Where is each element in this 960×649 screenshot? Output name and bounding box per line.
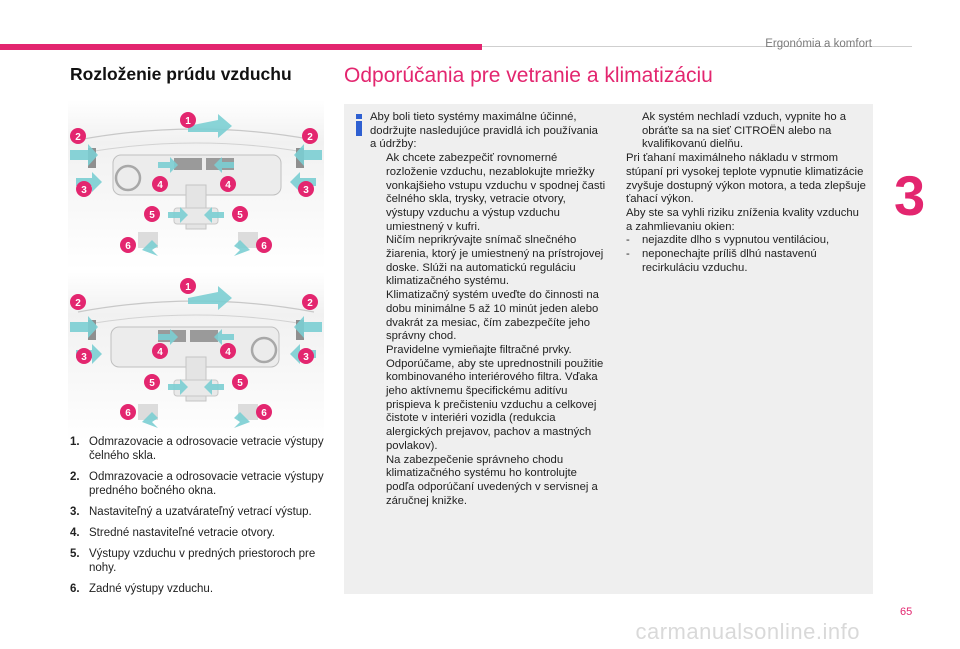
marker-5-right: 5 [237, 378, 243, 389]
list-item: - nejazdite dlho s vypnutou ventiláciou, [626, 234, 830, 247]
list-item: Klimatizačný systém uveďte do činnosti na dobu minimálne 5 až 10 minút jeden alebo dvakrát za mesiac, čím zabezpečíte jeho správny chod. [370, 289, 606, 344]
chapter-title: Ergonómia a komfort [765, 38, 872, 50]
marker-3-left: 3 [81, 352, 87, 363]
checkbox-bullet-icon [370, 289, 386, 344]
intro-text: Aby boli tieto systémy maximálne účinné, dodržujte nasledujúce pravidlá ich používania a údržby: [370, 111, 598, 151]
legend-item [70, 547, 330, 575]
marker-6-left: 6 [125, 241, 131, 252]
checkbox-bullet-icon [370, 454, 386, 509]
towing-paragraph: Pri ťahaní maximálneho nákladu v strmom stúpaní pri vysokej teplote vypnutie klimatizácie zvyšuje dostupný výkon motora, a teda zlepšuje ťahací výkon. [626, 152, 866, 206]
air-quality-paragraph: Aby ste sa vyhli riziku zníženia kvality vzduchu a zahmlievaniu okien: [626, 206, 859, 233]
legend-item [70, 470, 330, 498]
legend-text: Odmrazovacie a odrosovacie vetracie výstupy predného bočného okna. [89, 471, 324, 497]
list-item: Ak chcete zabezpečiť rovnomerné rozloženie vzduchu, nezablokujte mriežky vonkajšieho vstupu vzduchu v spodnej časti čelného skla, trysky, vetracie otvory, výstupy vzduchu a výstup vzduchu umiestnený v kufri. [370, 152, 606, 234]
legend-number: 3. [70, 506, 80, 518]
list-item: Pravidelne vymieňajte filtračné prvky. Odporúčame, aby ste uprednostnili použitie kombinovaného interiérového filtra. Vďaka jeho aktívnemu špecifickému aditívu prispieva k prečisteniu vzduchu a celkovej čistote v interiéri vozidla (redukcia alergických prejavov, pachov a mastných povlakov). [370, 344, 606, 454]
marker-5-left: 5 [149, 378, 155, 389]
airflow-diagram-lhd [68, 100, 324, 270]
legend-text: Výstupy vzduchu v predných priestoroch pre nohy. [89, 548, 316, 574]
list-item: - neponechajte príliš dlhú nastavenú recirkuláciu vzduchu. [626, 248, 817, 274]
legend-number: 1. [70, 436, 80, 448]
marker-6-left: 6 [125, 408, 131, 419]
list-item: Na zabezpečenie správneho chodu klimatizačného systému ho kontrolujte podľa odporúčaní uvedených v servisnej a záručnej knižke. [370, 454, 606, 509]
marker-4-left: 4 [157, 180, 163, 191]
page-number: 65 [900, 606, 913, 618]
watermark[interactable]: carmanualsonline.info [635, 619, 860, 644]
dash-bullet: - [626, 248, 630, 261]
legend-item [70, 435, 330, 463]
list-item: Ničím neprikrývajte snímač slnečného žiarenia, ktorý je umiestnený na prístrojovej doske. Slúži na automatickú reguláciu klimatizačného systému. [370, 234, 606, 289]
marker-1: 1 [185, 282, 191, 293]
airflow-diagram-rhd [68, 272, 324, 442]
info-icon [354, 114, 364, 136]
marker-4-right: 4 [225, 180, 231, 191]
marker-2-right: 2 [307, 298, 313, 309]
marker-3-right: 3 [303, 352, 309, 363]
legend-number: 4. [70, 527, 80, 539]
dashboard-illustration [68, 100, 324, 270]
legend-text: Zadné výstupy vzduchu. [89, 583, 214, 595]
airflow-legend [70, 435, 330, 603]
legend-number: 6. [70, 583, 80, 595]
marker-2-left: 2 [75, 298, 81, 309]
legend-item [70, 526, 330, 540]
legend-item [70, 505, 330, 519]
checkbox-bullet-icon [370, 152, 386, 234]
marker-5-left: 5 [149, 210, 155, 221]
marker-4-right: 4 [225, 347, 231, 358]
legend-text: Odmrazovacie a odrosovacie vetracie výstupy čelného skla. [89, 436, 324, 462]
marker-5-right: 5 [237, 210, 243, 221]
marker-6-right: 6 [261, 241, 267, 252]
legend-text: Nastaviteľný a uzatvárateľný vetrací výstup. [89, 506, 312, 518]
dashboard-illustration [68, 272, 324, 442]
marker-3-left: 3 [81, 185, 87, 196]
center-vent-grille [174, 158, 202, 170]
marker-6-right: 6 [261, 408, 267, 419]
marker-2-right: 2 [307, 132, 313, 143]
recommendations-title: Odporúčania pre vetranie a klimatizáciu [344, 64, 713, 87]
recommendations-column-right [626, 111, 866, 275]
legend-text: Stredné nastaviteľné vetracie otvory. [89, 527, 275, 539]
header-accent-bar [0, 44, 482, 50]
list-item: Ak systém nechladí vzduch, vypnite ho a obráťte sa na sieť CITROËN alebo na kvalifikovanú dielňu. [626, 111, 866, 152]
marker-4-left: 4 [157, 347, 163, 358]
checkbox-bullet-icon [370, 234, 386, 289]
legend-item [70, 582, 330, 596]
recommendations-column-left [370, 111, 606, 508]
legend-number: 2. [70, 471, 80, 483]
legend-number: 5. [70, 548, 80, 560]
marker-3-right: 3 [303, 185, 309, 196]
checkbox-bullet-icon [626, 111, 642, 152]
checkbox-bullet-icon [370, 344, 386, 454]
chapter-number: 3 [894, 164, 926, 227]
airflow-section-title: Rozloženie prúdu vzduchu [70, 64, 292, 84]
marker-1: 1 [185, 116, 191, 127]
dash-bullet: - [626, 234, 630, 247]
recommendations-box [344, 104, 873, 594]
marker-2-left: 2 [75, 132, 81, 143]
